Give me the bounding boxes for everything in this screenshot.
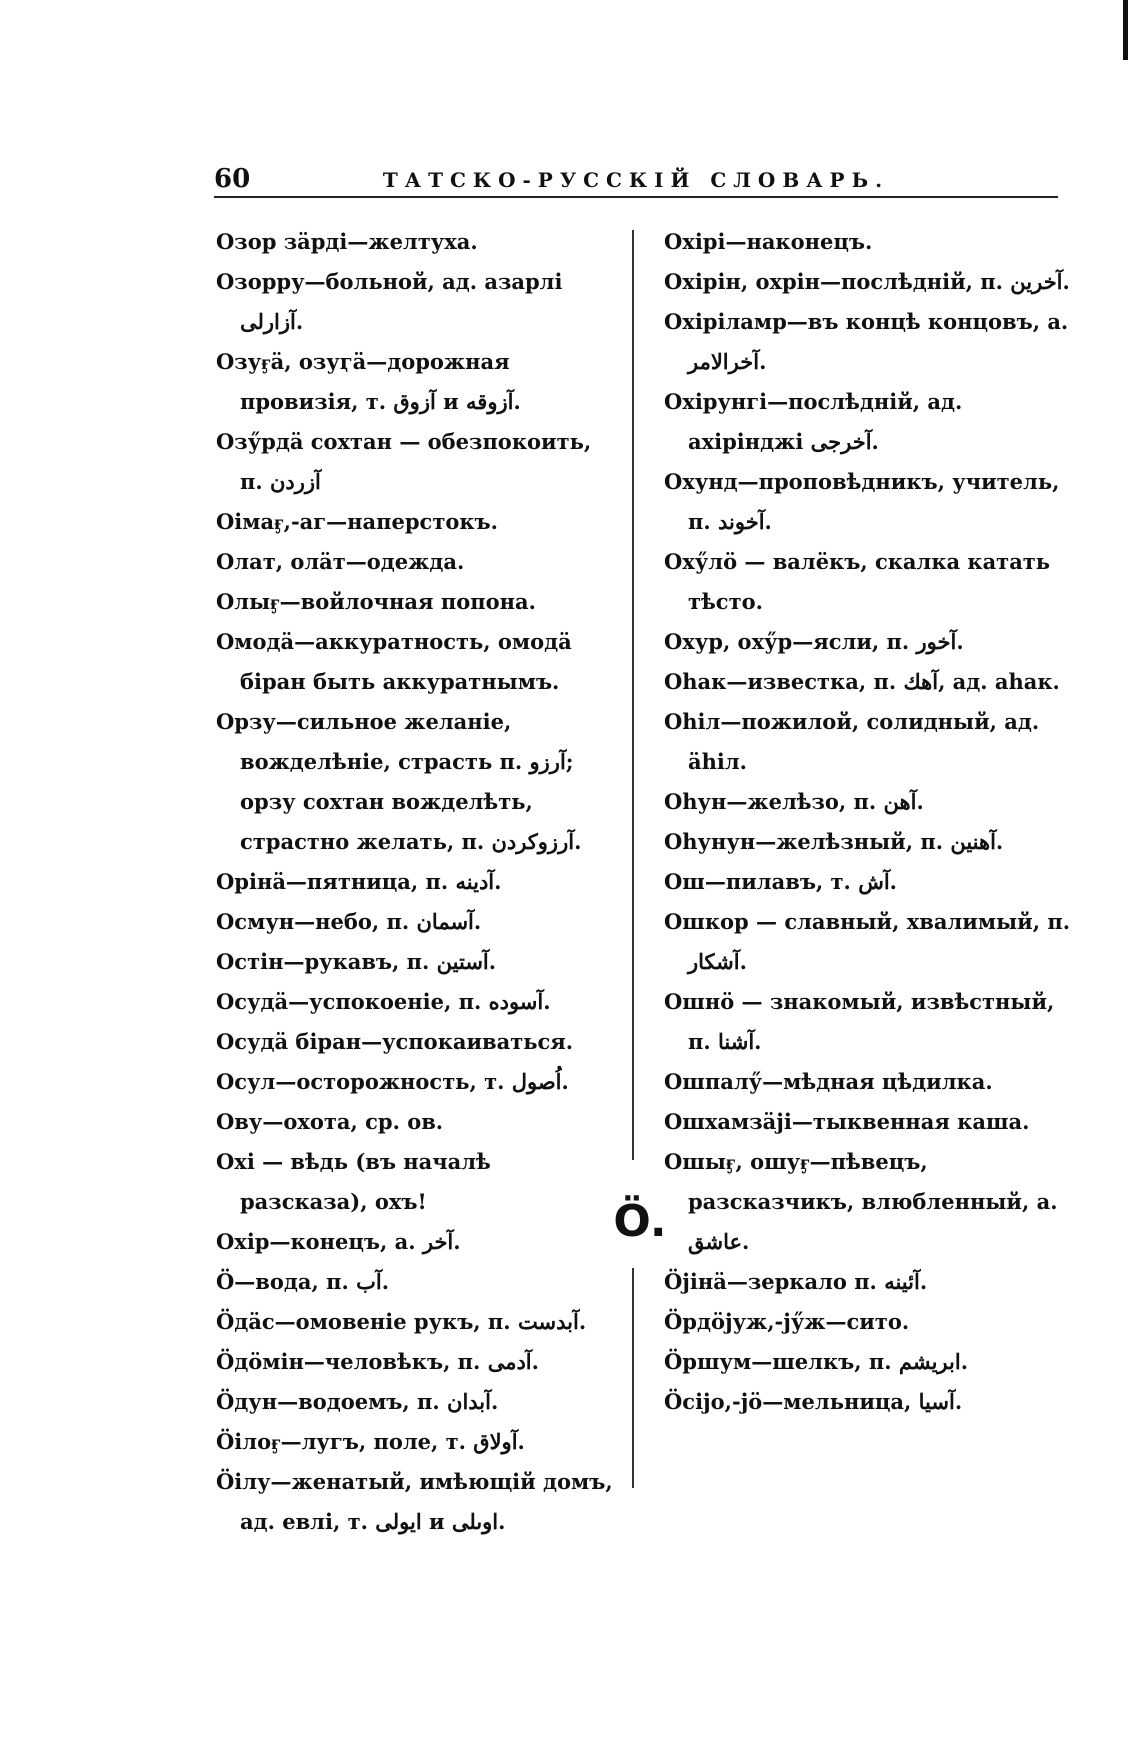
dictionary-entry: Омодӓ—аккуратность, омодӓ біран быть аккуратнымъ.	[216, 629, 572, 694]
dictionary-entry: Осудӓ—успокоеніе, п. آسوده.	[216, 989, 551, 1014]
dictionary-entry: Осудӓ біран—успокаиваться.	[216, 1029, 574, 1054]
dictionary-entry: Осул—осторожность, т. اُصول.	[216, 1069, 569, 1094]
left-column-top	[216, 222, 616, 1262]
dictionary-entry: Ову—охота, ср. ов.	[216, 1109, 444, 1134]
dictionary-entry: Охунд—проповѣдникъ, учитель, п. آخوند.	[664, 469, 1060, 534]
dictionary-entry: Ö—вода, п. آب.	[216, 1269, 390, 1294]
dictionary-entry: Охіріламр—въ концѣ концовъ, а. آخرالامر.	[664, 309, 1069, 374]
page-edge-bar	[1123, 0, 1128, 60]
dictionary-entry: Оhак—известка, п. آهك, ад. аhак.	[664, 669, 1060, 694]
section-heading-o-umlaut: Ö.	[613, 1196, 667, 1247]
column-divider-top	[632, 230, 634, 1160]
dictionary-entry: Ошкор — славный, хвалимый, п. آشكار.	[664, 909, 1071, 974]
left-column-bottom	[216, 1262, 616, 1542]
dictionary-entry: Охӳлӧ — валёкъ, скалка катать тѣсто.	[664, 549, 1051, 614]
dictionary-entry: Ошпалӳ—мѣдная цѣдилка.	[664, 1069, 993, 1094]
dictionary-entry: Озор зӓрдi—желтуха.	[216, 229, 478, 254]
dictionary-entry: Оhунун—желѣзный, п. آهنين.	[664, 829, 1004, 854]
dictionary-entry: Ошхамзӓjі—тыквенная каша.	[664, 1109, 1030, 1134]
dictionary-entry: Охір—конецъ, а. آخر.	[216, 1229, 461, 1254]
dictionary-entry: Оhун—желѣзо, п. آهن.	[664, 789, 924, 814]
dictionary-entry: Öjінӓ—зеркало п. آئينه.	[664, 1269, 928, 1294]
dictionary-entry: Öдӓс—омовеніе рукъ, п. آبدست.	[216, 1309, 587, 1334]
dictionary-entry: Озуӻӓ, озуӷӓ—дорожная провизія, т. آزوق и آزوقه.	[216, 349, 521, 414]
right-column-bottom	[664, 1262, 1074, 1422]
dictionary-entry: Орзу—сильное желаніе, вожделѣніе, страсть п. آرزو; орзу сохтан вожделѣть, страстно желать, п. آرزوكردن.	[216, 709, 582, 854]
dictionary-entry: Ошнӧ — знакомый, извѣстный, п. آشنا.	[664, 989, 1055, 1054]
dictionary-entry: Охірін, охрін—послѣдній, п. آخرين.	[664, 269, 1070, 294]
dictionary-entry: Öрдӧjуж,-jӳж—сито.	[664, 1309, 910, 1334]
dictionary-entry: Охірунгі—послѣдній, ад. ахірінджі آخرجى.	[664, 389, 963, 454]
page-number: 60	[214, 164, 251, 194]
dictionary-entry: Оhіл—пожилой, солидный, ад. ӓhіл.	[664, 709, 1040, 774]
dictionary-entry: Осмун—небо, п. آسمان.	[216, 909, 482, 934]
dictionary-entry: Озӳрдӓ сохтан — обезпокоить, п. آزردن	[216, 429, 592, 494]
dictionary-entry: Öсіjо,-jӧ—мельница, آسيا.	[664, 1389, 963, 1414]
dictionary-entry: Öршум—шелкъ, п. ابريشم.	[664, 1349, 968, 1374]
dictionary-entry: Öілоӻ—лугъ, поле, т. آولاق.	[216, 1429, 525, 1454]
dictionary-entry: Олат, олӓт—одежда.	[216, 549, 465, 574]
column-divider-bottom	[632, 1268, 634, 1488]
page-header	[214, 162, 1058, 198]
dictionary-entry: Öілу—женатый, имѣющій домъ, ад. евлі, т. ايولى и اوىلى.	[216, 1469, 613, 1534]
dictionary-entry: Öдун—водоемъ, п. آبدان.	[216, 1389, 499, 1414]
dictionary-entry: Ошыӻ, ошуӻ—пѣвецъ, разсказчикъ, влюбленный, а. عاشق.	[664, 1149, 1058, 1254]
dictionary-entry: Остін—рукавъ, п. آستين.	[216, 949, 497, 974]
right-column-top	[664, 222, 1074, 1262]
running-title: ТАТСКО-РУССКІЙ СЛОВАРЬ.	[382, 168, 890, 192]
dictionary-entry: Озорру—больной, ад. азарлі آزارلى.	[216, 269, 563, 334]
dictionary-entry: Охірі—наконецъ.	[664, 229, 873, 254]
dictionary-entry: Олыӻ—войлочная попона.	[216, 589, 536, 614]
dictionary-entry: Öдӧмін—человѣкъ, п. آدمى.	[216, 1349, 539, 1374]
dictionary-entry: Охур, охӳр—ясли, п. آخور.	[664, 629, 964, 654]
dictionary-entry: Орінӓ—пятница, п. آدينه.	[216, 869, 502, 894]
dictionary-entry: Оімаӻ,-аг—наперстокъ.	[216, 509, 498, 534]
dictionary-entry: Ош—пилавъ, т. آش.	[664, 869, 897, 894]
dictionary-entry: Охі — вѣдь (въ началѣ разсказа), охъ!	[216, 1149, 491, 1214]
